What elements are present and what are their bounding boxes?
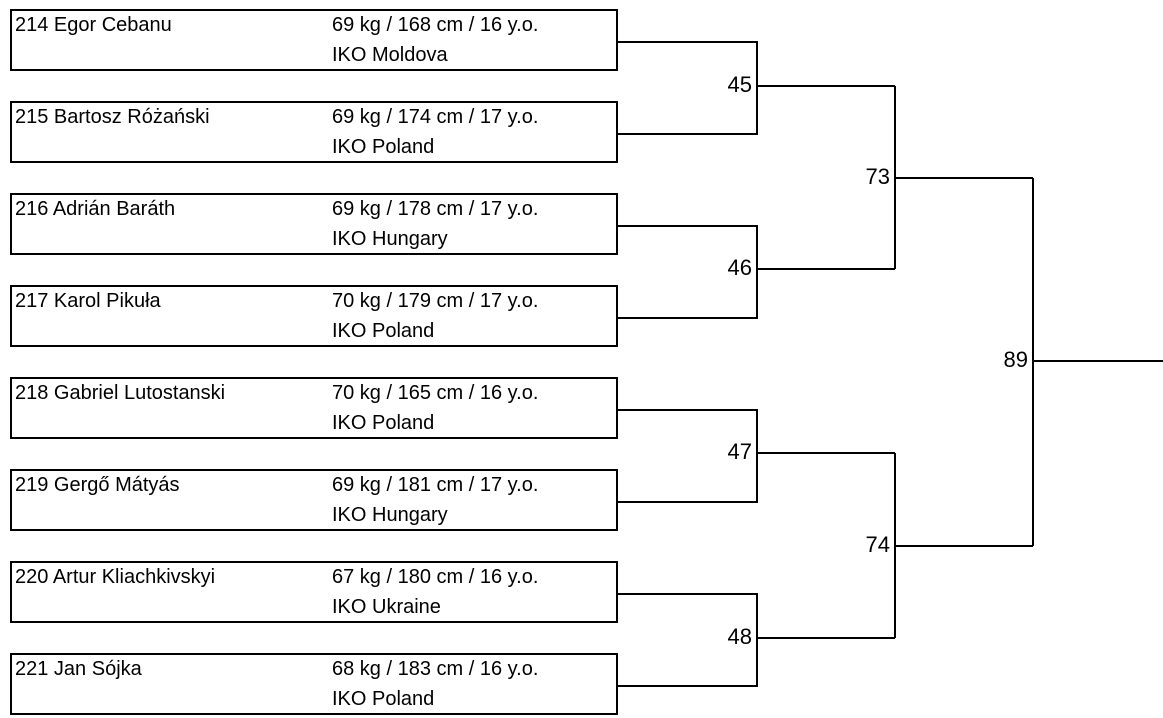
match-number-label: 74 [865,532,890,557]
competitor-stats: 69 kg / 181 cm / 17 y.o. [332,474,539,496]
competitor-box [10,561,618,623]
competitor-box [10,653,618,715]
competitor-box [10,285,618,347]
competitor-club: IKO Hungary [332,228,448,250]
competitor-club: IKO Ukraine [332,596,441,618]
competitor-stats: 70 kg / 165 cm / 16 y.o. [332,382,539,404]
competitor-name: 217 Karol Pikuła [15,290,161,312]
competitor-box [10,9,618,71]
competitor-name: 218 Gabriel Lutostanski [15,382,226,404]
competitor-box [10,469,618,531]
competitor-stats: 68 kg / 183 cm / 16 y.o. [332,658,539,680]
match-number-label: 47 [727,439,752,464]
competitor-club: IKO Hungary [332,504,448,526]
match-number-label: 46 [727,255,752,280]
competitor-club: IKO Poland [332,688,435,710]
competitor-club: IKO Poland [332,136,435,158]
match-number-label: 45 [727,72,752,97]
competitor-stats: 67 kg / 180 cm / 16 y.o. [332,566,539,588]
match-number-label: 48 [727,624,752,649]
competitor-club: IKO Poland [332,412,435,434]
competitor-stats: 69 kg / 178 cm / 17 y.o. [332,198,539,220]
competitor-stats: 70 kg / 179 cm / 17 y.o. [332,290,539,312]
final-match-number-label: 89 [1003,347,1028,372]
competitor-club: IKO Moldova [332,44,448,66]
match-number-label: 73 [865,164,890,189]
competitor-name: 215 Bartosz Różański [15,106,210,128]
competitor-name: 219 Gergő Mátyás [15,474,180,496]
competitor-name: 220 Artur Kliachkivskyi [15,566,216,588]
competitor-name: 216 Adrián Baráth [15,198,176,220]
competitor-name: 221 Jan Sójka [15,658,142,680]
competitor-stats: 69 kg / 174 cm / 17 y.o. [332,106,539,128]
competitor-box [10,101,618,163]
competitor-box [10,193,618,255]
competitor-name: 214 Egor Cebanu [15,14,172,36]
competitor-box [10,377,618,439]
competitor-club: IKO Poland [332,320,435,342]
competitor-stats: 69 kg / 168 cm / 16 y.o. [332,14,539,36]
